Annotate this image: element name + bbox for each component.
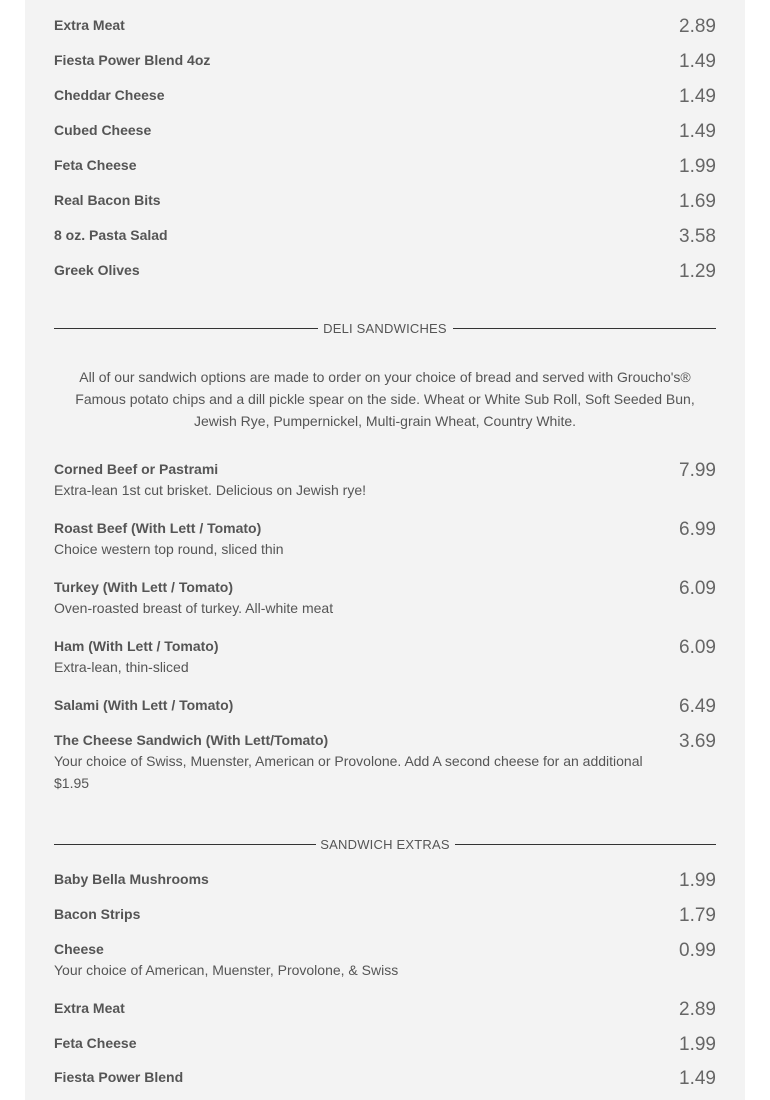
section-title: SANDWICH EXTRAS	[320, 837, 450, 852]
item-name: Baby Bella Mushrooms	[54, 871, 209, 887]
item-price: 7.99	[679, 460, 716, 481]
item-name: Cheddar Cheese	[54, 87, 165, 103]
item-price: 3.58	[679, 226, 716, 247]
item-name: Cheese	[54, 941, 104, 957]
item-price: 6.49	[679, 696, 716, 717]
item-name: Bacon Strips	[54, 906, 141, 922]
section-title: DELI SANDWICHES	[323, 321, 447, 336]
section-header-deli-sandwiches	[54, 319, 716, 339]
item-price: 2.89	[679, 999, 716, 1020]
item-description: Oven-roasted breast of turkey. All-white meat	[54, 600, 334, 616]
menu-card	[25, 0, 745, 1100]
section-intro: All of our sandwich options are made to order on your choice of bread and served with Groucho's® Famous potato chips and a dill pickle spear on the side. Wheat or White Sub Roll, Soft Seeded Bun, Jewish Rye, Pumpernickel, Multi-grain Wheat, Country White.	[75, 369, 695, 429]
item-name: Roast Beef (With Lett / Tomato)	[54, 520, 262, 536]
item-price: 1.99	[679, 156, 716, 177]
item-name: Fiesta Power Blend	[54, 1069, 184, 1085]
item-price: 1.69	[679, 191, 716, 212]
item-name: The Cheese Sandwich (With Lett/Tomato)	[54, 732, 329, 748]
item-price: 6.99	[679, 519, 716, 540]
item-price: 1.49	[679, 121, 716, 142]
item-name: Ham (With Lett / Tomato)	[54, 638, 219, 654]
item-name: Feta Cheese	[54, 1035, 137, 1051]
item-price: 1.99	[679, 870, 716, 891]
item-price: 3.69	[679, 731, 716, 752]
item-price: 1.49	[679, 86, 716, 107]
item-name: Fiesta Power Blend 4oz	[54, 52, 211, 68]
item-name: Extra Meat	[54, 1000, 125, 1016]
item-description: Extra-lean 1st cut brisket. Delicious on Jewish rye!	[54, 482, 367, 498]
item-price: 1.49	[679, 51, 716, 72]
item-price: 1.79	[679, 905, 716, 926]
item-price: 0.99	[679, 940, 716, 961]
item-name: Feta Cheese	[54, 157, 137, 173]
item-price: 6.09	[679, 578, 716, 599]
item-name: Cubed Cheese	[54, 122, 152, 138]
item-name: Corned Beef or Pastrami	[54, 461, 219, 477]
item-description: Your choice of American, Muenster, Provolone, & Swiss	[54, 962, 399, 978]
item-price: 1.99	[679, 1034, 716, 1055]
item-description: Extra-lean, thin-sliced	[54, 659, 189, 675]
item-price: 1.29	[679, 261, 716, 282]
item-name: Real Bacon Bits	[54, 192, 161, 208]
item-name: 8 oz. Pasta Salad	[54, 227, 168, 243]
item-price: 2.89	[679, 16, 716, 37]
item-description: Your choice of Swiss, Muenster, American or Provolone. Add A second cheese for an additional $1.95	[54, 753, 643, 791]
item-name: Salami (With Lett / Tomato)	[54, 697, 234, 713]
section-header-sandwich-extras	[54, 835, 716, 855]
item-name: Greek Olives	[54, 262, 140, 278]
item-price: 6.09	[679, 637, 716, 658]
item-name: Turkey (With Lett / Tomato)	[54, 579, 234, 595]
item-description: Choice western top round, sliced thin	[54, 541, 284, 557]
item-price: 1.49	[679, 1068, 716, 1089]
item-name: Extra Meat	[54, 17, 125, 33]
